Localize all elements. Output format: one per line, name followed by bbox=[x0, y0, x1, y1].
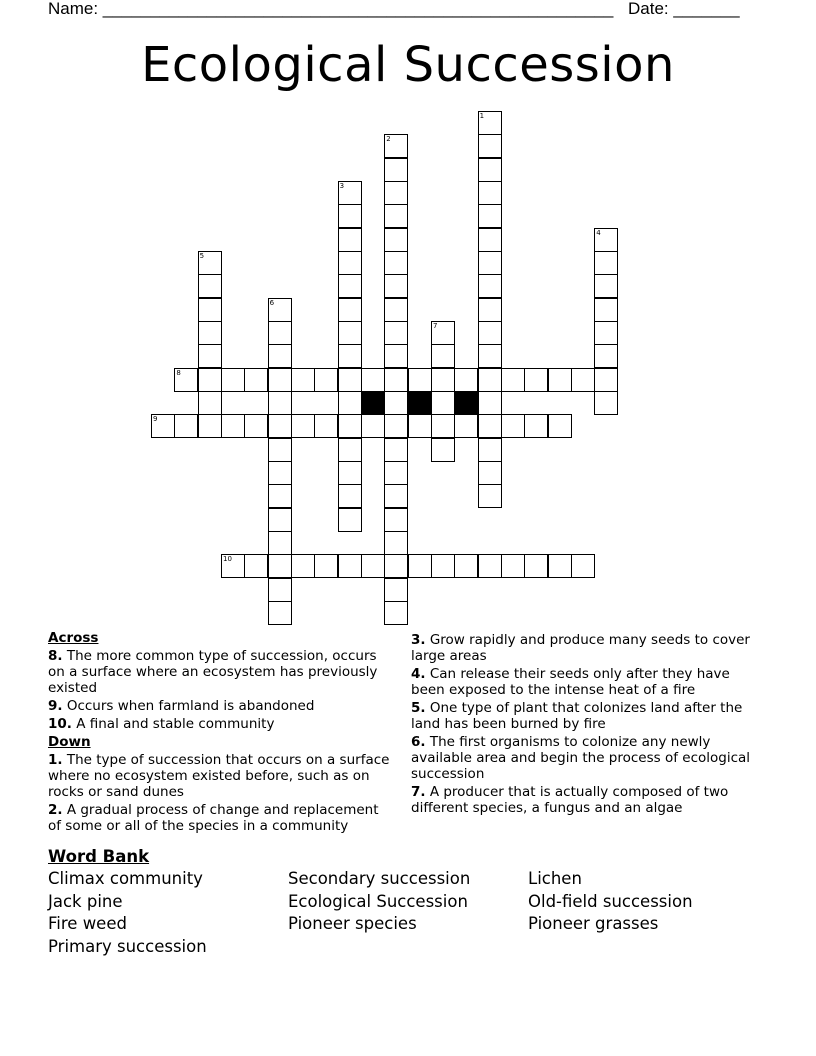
crossword-cell[interactable] bbox=[338, 438, 362, 462]
page-title: Ecological Succession bbox=[141, 37, 675, 93]
crossword-cell[interactable] bbox=[384, 578, 408, 602]
clue-text: The first organisms to colonize any newly available area and begin the process of ecological succession bbox=[411, 734, 751, 782]
crossword-cell[interactable] bbox=[268, 391, 292, 415]
crossword-cell[interactable] bbox=[524, 554, 548, 578]
crossword-cell[interactable] bbox=[384, 508, 408, 532]
clue-number-6: 6 bbox=[269, 298, 275, 307]
crossword-cell[interactable] bbox=[268, 344, 292, 368]
crossword-cell[interactable] bbox=[548, 414, 572, 438]
crossword-cell[interactable] bbox=[198, 391, 222, 415]
word-bank-item: Old-field succession bbox=[528, 891, 693, 911]
crossword-cell[interactable] bbox=[244, 368, 268, 392]
clue-text: Grow rapidly and produce many seeds to cover large areas bbox=[411, 632, 750, 664]
crossword-cell[interactable] bbox=[268, 601, 292, 625]
clue-across-10 bbox=[48, 716, 393, 732]
clue-text: Can release their seeds only after they have been exposed to the intense heat of a fire bbox=[411, 666, 730, 698]
crossword-cell[interactable] bbox=[594, 298, 618, 322]
clue-number-1: 1 bbox=[479, 112, 485, 120]
crossword-cell[interactable] bbox=[268, 368, 292, 392]
crossword-cell[interactable] bbox=[478, 368, 502, 392]
crossword-cell[interactable] bbox=[408, 368, 432, 392]
crossword-cell[interactable] bbox=[198, 274, 222, 298]
crossword-cell[interactable] bbox=[384, 228, 408, 252]
clue-number-8: 8 bbox=[176, 368, 181, 377]
clue-number-4: 4 bbox=[596, 228, 601, 237]
crossword-cell[interactable] bbox=[268, 554, 292, 578]
crossword-cell[interactable] bbox=[198, 298, 222, 322]
crossword-cell[interactable] bbox=[431, 368, 455, 392]
clue-number: 10. bbox=[48, 716, 72, 732]
crossword-cell[interactable] bbox=[384, 344, 408, 368]
crossword-cell[interactable] bbox=[338, 484, 362, 508]
clue-down-1 bbox=[48, 752, 393, 800]
clue-text: A final and stable community bbox=[76, 716, 275, 732]
crossword-black-square bbox=[361, 391, 385, 415]
crossword-cell[interactable] bbox=[408, 414, 432, 438]
crossword-cell[interactable] bbox=[571, 368, 595, 392]
crossword-cell[interactable] bbox=[338, 344, 362, 368]
crossword-cell[interactable] bbox=[221, 368, 245, 392]
across-heading: Across bbox=[48, 630, 99, 646]
crossword-cell[interactable] bbox=[454, 414, 478, 438]
crossword-cell[interactable] bbox=[501, 554, 525, 578]
crossword-cell[interactable] bbox=[431, 344, 455, 368]
clue-text: The type of succession that occurs on a surface where no ecosystem existed before, such as on rocks or sand dunes bbox=[48, 752, 390, 800]
word-bank-item: Climax community bbox=[48, 869, 203, 888]
clue-number-9: 9 bbox=[153, 415, 158, 424]
crossword-cell[interactable] bbox=[314, 414, 338, 438]
word-bank-column bbox=[528, 868, 693, 936]
clue-number: 8. bbox=[48, 648, 63, 664]
crossword-cell[interactable] bbox=[408, 554, 432, 578]
crossword-cell[interactable] bbox=[174, 414, 198, 438]
crossword-cell[interactable] bbox=[594, 251, 618, 275]
clues-right-column bbox=[411, 630, 766, 816]
crossword-cell[interactable] bbox=[548, 554, 572, 578]
crossword-cell[interactable] bbox=[268, 321, 292, 345]
clue-number: 3. bbox=[411, 632, 426, 648]
crossword-cell[interactable] bbox=[338, 461, 362, 485]
crossword-cell[interactable] bbox=[384, 554, 408, 578]
crossword-cell[interactable] bbox=[478, 298, 502, 322]
crossword-cell[interactable] bbox=[291, 554, 315, 578]
crossword-cell[interactable] bbox=[338, 274, 362, 298]
crossword-cell[interactable] bbox=[478, 344, 502, 368]
crossword-cell[interactable] bbox=[338, 414, 362, 438]
crossword-cell[interactable] bbox=[268, 531, 292, 555]
clue-number-3: 3 bbox=[339, 181, 345, 190]
crossword-cell[interactable] bbox=[338, 298, 362, 322]
crossword-cell[interactable] bbox=[361, 368, 385, 392]
clue-number: 4. bbox=[411, 666, 426, 682]
crossword-cell[interactable] bbox=[338, 368, 362, 392]
crossword-cell[interactable] bbox=[198, 321, 222, 345]
word-bank-item: Pioneer species bbox=[288, 914, 417, 934]
crossword-cell[interactable] bbox=[594, 274, 618, 298]
clue-number: 1. bbox=[48, 752, 63, 768]
crossword-cell[interactable] bbox=[478, 438, 502, 462]
date-field[interactable]: Date: _______ bbox=[628, 0, 740, 18]
crossword-cell[interactable] bbox=[384, 368, 408, 392]
crossword-cell[interactable] bbox=[594, 391, 618, 415]
crossword-cell[interactable] bbox=[501, 414, 525, 438]
word-bank-item: Pioneer grasses bbox=[528, 914, 659, 934]
crossword-cell[interactable] bbox=[338, 204, 362, 228]
crossword-cell[interactable] bbox=[478, 158, 502, 182]
crossword-cell[interactable] bbox=[548, 368, 572, 392]
word-bank-item: Ecological Succession bbox=[288, 891, 468, 911]
clue-text: The more common type of succession, occurs on a surface where an ecosystem has previously existed bbox=[48, 648, 378, 696]
clue-across-8 bbox=[48, 648, 393, 696]
crossword-cell[interactable] bbox=[268, 461, 292, 485]
crossword-cell[interactable] bbox=[478, 251, 502, 275]
crossword-cell[interactable] bbox=[338, 251, 362, 275]
crossword-cell[interactable] bbox=[454, 554, 478, 578]
crossword-cell[interactable] bbox=[314, 554, 338, 578]
clue-number: 2. bbox=[48, 802, 63, 818]
crossword-cell[interactable] bbox=[384, 181, 408, 205]
clue-text: One type of plant that colonizes land after the land has been burned by fire bbox=[411, 700, 743, 732]
crossword-cell[interactable] bbox=[314, 368, 338, 392]
crossword-cell[interactable] bbox=[384, 321, 408, 345]
clue-number: 9. bbox=[48, 698, 63, 714]
word-bank-item: Primary succession bbox=[48, 936, 207, 956]
crossword-cell[interactable] bbox=[431, 391, 455, 415]
word-bank-column bbox=[48, 868, 207, 958]
crossword-cell[interactable] bbox=[478, 321, 502, 345]
word-bank-item: Lichen bbox=[528, 869, 582, 888]
word-bank-title: Word Bank bbox=[48, 847, 150, 866]
crossword-cell[interactable] bbox=[244, 414, 268, 438]
crossword-cell[interactable] bbox=[431, 554, 455, 578]
crossword-cell[interactable] bbox=[524, 368, 548, 392]
crossword-cell[interactable] bbox=[361, 414, 385, 438]
crossword-cell[interactable] bbox=[221, 414, 245, 438]
crossword-cell[interactable] bbox=[478, 554, 502, 578]
name-field[interactable]: Name: ______________________________________________________ bbox=[48, 0, 614, 18]
crossword-cell[interactable] bbox=[268, 578, 292, 602]
crossword-cell[interactable] bbox=[454, 368, 478, 392]
crossword-cell[interactable] bbox=[338, 228, 362, 252]
clue-across-9 bbox=[48, 698, 393, 714]
clue-text: A producer that is actually composed of two different species, a fungus and an algae bbox=[411, 784, 729, 816]
clue-down-2 bbox=[48, 802, 393, 834]
clue-down-3 bbox=[411, 632, 766, 664]
crossword-cell[interactable] bbox=[361, 554, 385, 578]
crossword-cell[interactable] bbox=[384, 438, 408, 462]
clue-down-6 bbox=[411, 734, 766, 782]
crossword-cell[interactable] bbox=[244, 554, 268, 578]
crossword-cell[interactable] bbox=[478, 134, 502, 158]
clue-text: A gradual process of change and replacement of some or all of the species in a community bbox=[48, 802, 379, 834]
word-bank-item: Fire weed bbox=[48, 914, 127, 934]
crossword-cell[interactable] bbox=[268, 508, 292, 532]
crossword-cell[interactable] bbox=[384, 204, 408, 228]
crossword-cell[interactable] bbox=[268, 438, 292, 462]
clue-down-7 bbox=[411, 784, 766, 816]
crossword-cell[interactable] bbox=[384, 298, 408, 322]
crossword-cell[interactable] bbox=[291, 414, 315, 438]
crossword-black-square bbox=[454, 391, 478, 415]
clue-number-10: 10 bbox=[222, 555, 232, 564]
crossword-cell[interactable] bbox=[478, 181, 502, 205]
crossword-cell[interactable] bbox=[384, 274, 408, 298]
clue-text: Occurs when farmland is abandoned bbox=[66, 698, 315, 714]
crossword-cell[interactable] bbox=[338, 508, 362, 532]
crossword-cell[interactable] bbox=[268, 484, 292, 508]
clue-number-2: 2 bbox=[386, 135, 391, 144]
crossword-cell[interactable] bbox=[478, 391, 502, 415]
crossword-cell[interactable] bbox=[198, 344, 222, 368]
crossword-cell[interactable] bbox=[384, 391, 408, 415]
clues-left-column bbox=[48, 630, 393, 834]
crossword-cell[interactable] bbox=[384, 461, 408, 485]
crossword-cell[interactable] bbox=[338, 554, 362, 578]
crossword-cell[interactable] bbox=[594, 344, 618, 368]
crossword-cell[interactable] bbox=[478, 484, 502, 508]
word-bank-item: Secondary succession bbox=[288, 869, 471, 888]
crossword-cell[interactable] bbox=[384, 601, 408, 625]
word-bank-item: Jack pine bbox=[48, 891, 123, 911]
crossword-cell[interactable] bbox=[594, 321, 618, 345]
clue-number: 6. bbox=[411, 734, 426, 750]
clue-down-5 bbox=[411, 700, 766, 732]
crossword-cell[interactable] bbox=[478, 274, 502, 298]
crossword-cell[interactable] bbox=[478, 461, 502, 485]
crossword-cell[interactable] bbox=[384, 158, 408, 182]
clue-number-7: 7 bbox=[432, 321, 438, 330]
crossword-cell[interactable] bbox=[384, 484, 408, 508]
crossword-cell[interactable] bbox=[268, 414, 292, 438]
crossword-cell[interactable] bbox=[291, 368, 315, 392]
crossword-black-square bbox=[408, 391, 432, 415]
clue-number: 7. bbox=[411, 784, 426, 800]
word-bank bbox=[48, 846, 768, 956]
crossword-cell[interactable] bbox=[571, 554, 595, 578]
crossword-cell[interactable] bbox=[198, 368, 222, 392]
down-heading: Down bbox=[48, 734, 91, 750]
crossword-cell[interactable] bbox=[524, 414, 548, 438]
crossword-cell[interactable] bbox=[431, 438, 455, 462]
clue-down-4 bbox=[411, 666, 766, 698]
crossword-cell[interactable] bbox=[431, 414, 455, 438]
crossword-cell[interactable] bbox=[478, 204, 502, 228]
crossword-cell[interactable] bbox=[198, 414, 222, 438]
word-bank-column bbox=[288, 868, 470, 936]
crossword-cell[interactable] bbox=[338, 321, 362, 345]
clue-number-5: 5 bbox=[199, 251, 205, 260]
crossword-cell[interactable] bbox=[478, 228, 502, 252]
crossword-cell[interactable] bbox=[501, 368, 525, 392]
crossword-cell[interactable] bbox=[338, 391, 362, 415]
crossword-cell[interactable] bbox=[384, 531, 408, 555]
clue-number: 5. bbox=[411, 700, 426, 716]
crossword-cell[interactable] bbox=[478, 414, 502, 438]
crossword-cell[interactable] bbox=[594, 368, 618, 392]
crossword-cell[interactable] bbox=[384, 251, 408, 275]
crossword-cell[interactable] bbox=[384, 414, 408, 438]
